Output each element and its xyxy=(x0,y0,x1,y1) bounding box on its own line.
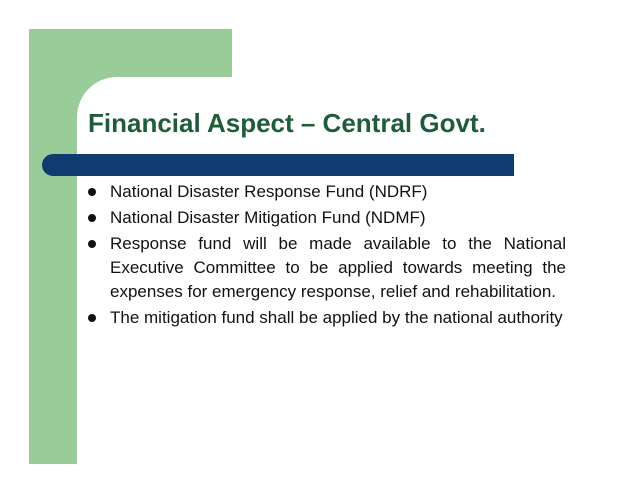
decorative-green-bar-vertical xyxy=(29,29,77,464)
bullet-text: The mitigation fund shall be applied by the national authority xyxy=(110,308,563,327)
slide-title: Financial Aspect – Central Govt. xyxy=(88,108,486,138)
bullet-item xyxy=(88,306,566,330)
decorative-green-bar-horizontal xyxy=(29,29,232,77)
bullet-list xyxy=(88,180,566,332)
bullet-item xyxy=(88,206,566,230)
bullet-dot-icon xyxy=(88,214,96,222)
title-underline-bar xyxy=(42,154,514,176)
bullet-dot-icon xyxy=(88,314,96,322)
bullet-text: National Disaster Mitigation Fund (NDMF) xyxy=(110,208,426,227)
bullet-text: Response fund will be made available to the National Executive Committee to be applied towards meeting the expenses for emergency response, relief and rehabilitation. xyxy=(110,234,566,301)
bullet-item xyxy=(88,232,566,304)
bullet-item xyxy=(88,180,566,204)
bullet-dot-icon xyxy=(88,240,96,248)
bullet-text: National Disaster Response Fund (NDRF) xyxy=(110,182,428,201)
bullet-dot-icon xyxy=(88,188,96,196)
